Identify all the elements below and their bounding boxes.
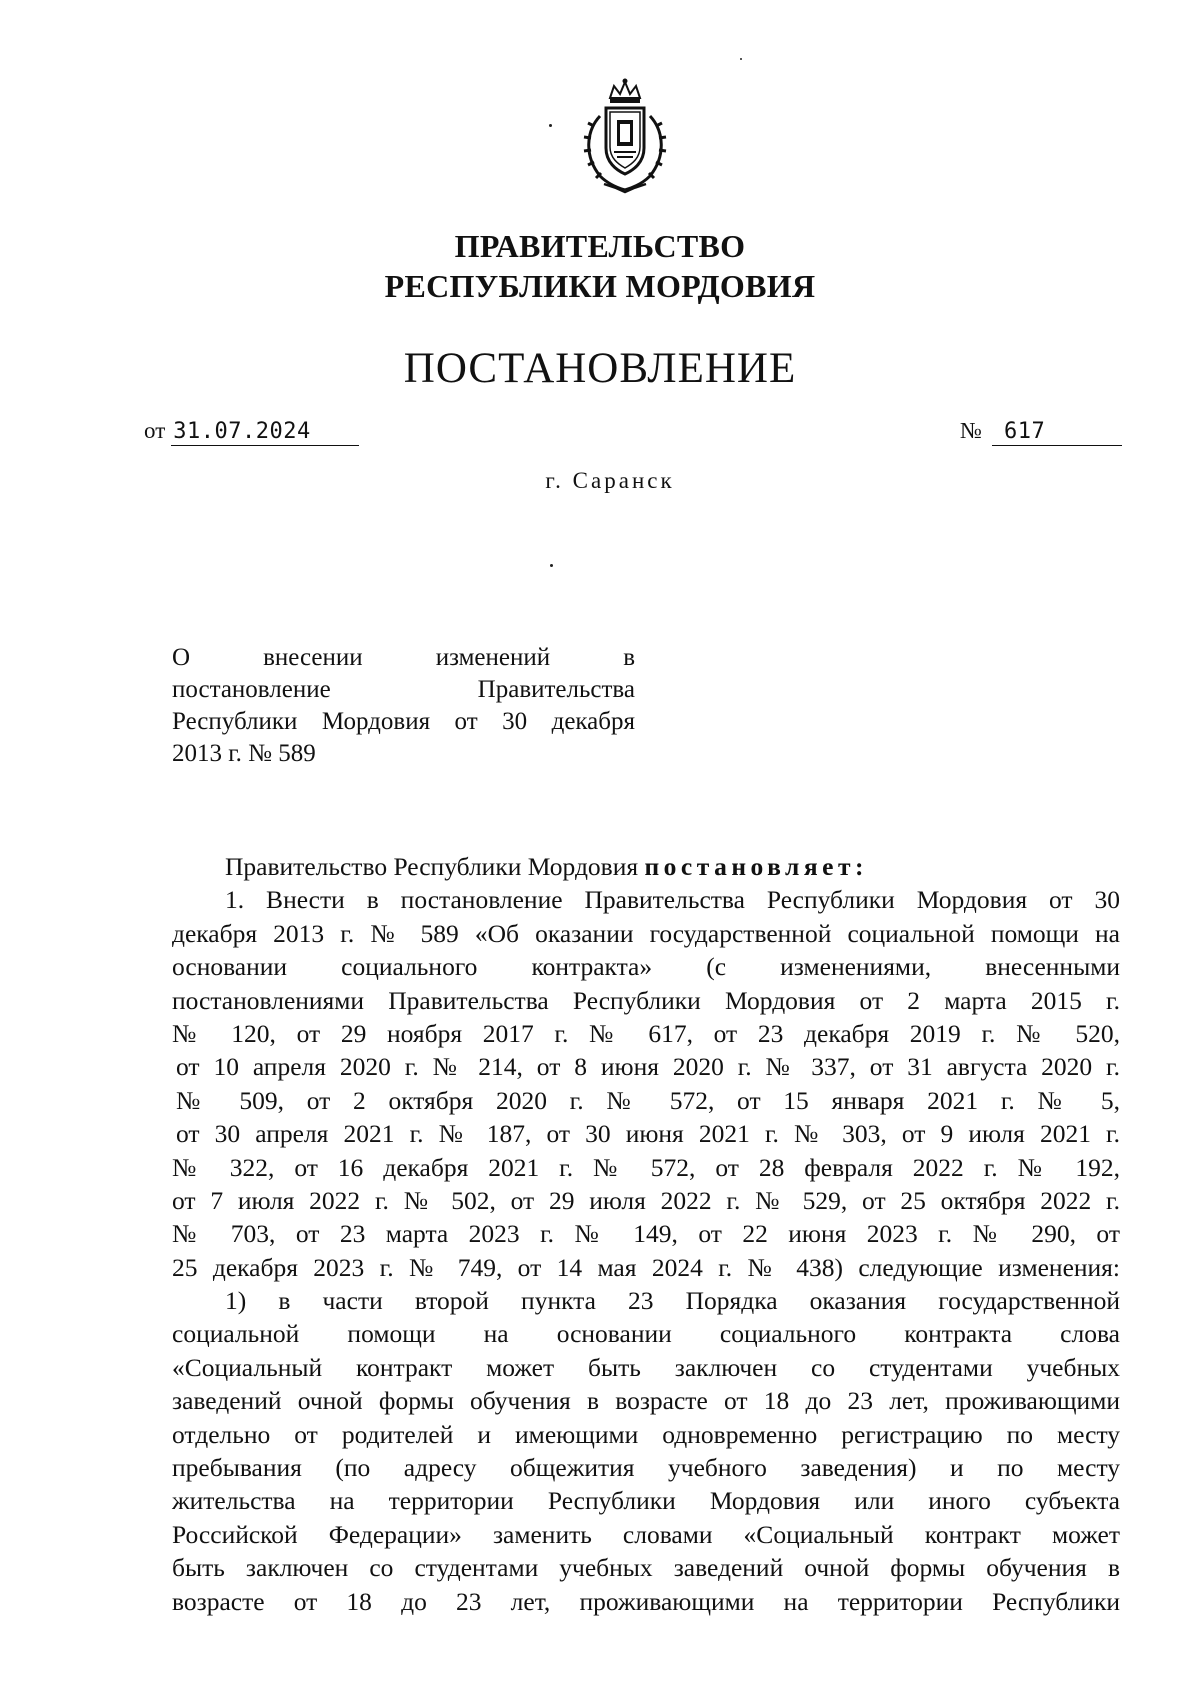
body-line: постановлениями Правительства Республики Мордовия от 2 марта 2015 г.: [172, 985, 1120, 1015]
body-line: № 703, от 23 марта 2023 г. № 149, от 22 июня 2023 г. № 290, от: [172, 1219, 1120, 1249]
document-body: [172, 850, 1120, 1618]
body-line: № 322, от 16 декабря 2021 г. № 572, от 28 февраля 2022 г. № 192,: [172, 1152, 1120, 1182]
scan-speck: [550, 564, 553, 567]
organization-name-line-1: ПРАВИТЕЛЬСТВО: [454, 228, 746, 264]
body-line: декабря 2013 г. № 589 «Об оказании государственной социальной помощи на: [172, 918, 1120, 948]
preamble: [172, 850, 1120, 883]
body-line: № 509, от 2 октября 2020 г. № 572, от 15 января 2021 г. № 5,: [176, 1085, 1120, 1115]
subject-line: О внесении изменений в: [172, 644, 635, 671]
organization-name-line-2: РЕСПУБЛИКИ МОРДОВИЯ: [384, 268, 816, 304]
date-label: от: [144, 418, 166, 443]
subject-line: постановление Правительства: [172, 676, 635, 703]
coat-of-arms-icon: [570, 76, 680, 196]
body-line: 1. Внести в постановление Правительства Республики Мордовия от 30: [225, 885, 1120, 915]
date-value: 31.07.2024: [171, 419, 359, 446]
body-line: 1) в части второй пункта 23 Порядка оказания государственной: [225, 1286, 1120, 1316]
body-line: возрасте от 18 до 23 лет, проживающими на территории Республики: [172, 1586, 1120, 1616]
scan-speck: [740, 58, 742, 60]
body-line: быть заключен со студентами учебных заведений очной формы обучения в: [172, 1553, 1120, 1583]
scan-speck: [549, 124, 552, 127]
body-line: социальной помощи на основании социального контракта слова: [172, 1319, 1120, 1349]
number-value: 617: [992, 419, 1122, 446]
body-line: 25 декабря 2023 г. № 749, от 14 мая 2024 г. № 438) следующие изменения:: [172, 1252, 1120, 1282]
preamble-text: Правительство Республики Мордовия: [225, 852, 645, 881]
preamble-action: постановляет:: [644, 852, 868, 881]
body-line: от 30 апреля 2021 г. № 187, от 30 июня 2021 г. № 303, от 9 июля 2021 г.: [176, 1119, 1120, 1149]
body-line: отдельно от родителей и имеющими одновременно регистрацию по месту: [172, 1419, 1120, 1449]
number-label: №: [960, 418, 982, 443]
subject-line: 2013 г. № 589: [172, 740, 316, 767]
document-type-title: ПОСТАНОВЛЕНИЕ: [403, 345, 797, 392]
body-line: «Социальный контракт может быть заключен со студентами учебных: [172, 1352, 1120, 1382]
document-date: [144, 418, 359, 446]
body-line: № 120, от 29 ноября 2017 г. № 617, от 23 декабря 2019 г. № 520,: [172, 1018, 1120, 1048]
document-subject: [172, 642, 635, 770]
body-line: основании социального контракта» (с изменениями, внесенными: [172, 952, 1120, 982]
body-line: пребывания (по адресу общежития учебного заведения) и по месту: [172, 1453, 1120, 1483]
body-line: жительства на территории Республики Мордовия или иного субъекта: [172, 1486, 1120, 1516]
body-line: от 10 апреля 2020 г. № 214, от 8 июня 2020 г. № 337, от 31 августа 2020 г.: [176, 1052, 1120, 1082]
body-line: Российской Федерации» заменить словами «Социальный контракт может: [172, 1519, 1120, 1549]
subject-line: Республики Мордовия от 30 декабря: [172, 708, 635, 735]
body-line: заведений очной формы обучения в возрасте от 18 до 23 лет, проживающими: [172, 1386, 1120, 1416]
city-name: г. Саранск: [545, 468, 675, 493]
document-number: [960, 418, 1122, 446]
body-line: от 7 июля 2022 г. № 502, от 29 июля 2022 г. № 529, от 25 октября 2022 г.: [172, 1185, 1120, 1215]
